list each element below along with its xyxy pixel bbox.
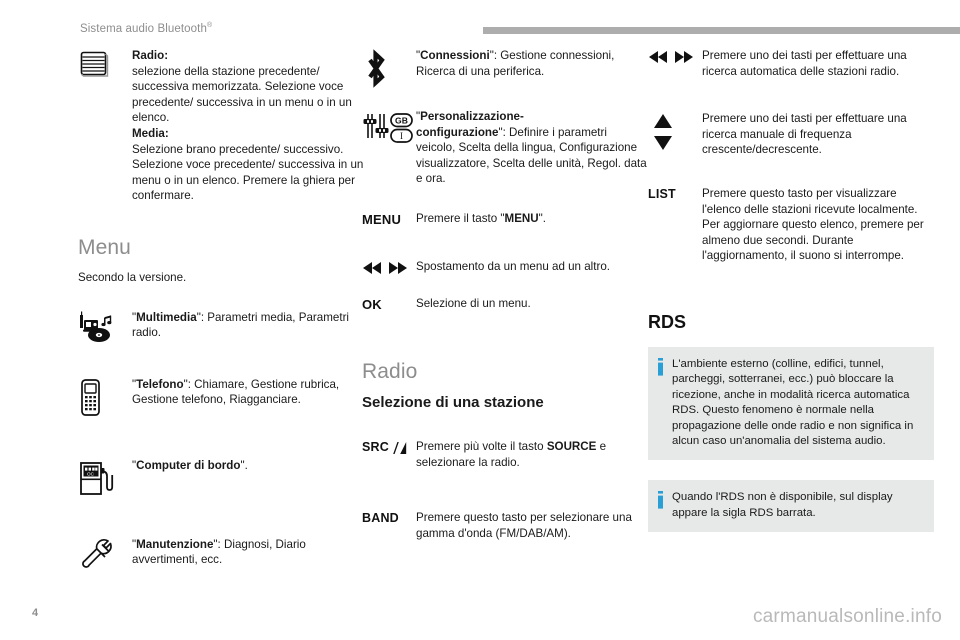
menu-section-lead: Secondo la versione.: [78, 270, 187, 284]
ok-button-label[interactable]: OK: [362, 296, 382, 312]
list-button-label[interactable]: LIST: [648, 186, 676, 201]
seek-row-menu-text: Spostamento da un menu ad un altro.: [416, 259, 611, 273]
menu-item-connessioni-text: "Connessioni": Gestione connessioni, Ricerca di una periferica.: [416, 49, 615, 78]
page-header: [0, 22, 960, 40]
ok-button-label-wrap: [362, 296, 416, 312]
src-button-label[interactable]: SRC: [362, 439, 389, 454]
entry-scroll-wheel: [78, 48, 364, 204]
src-text-after: e selezionare la radio.: [416, 439, 607, 469]
scroll-wheel-icon: [78, 48, 132, 79]
menu-item-connessioni-label: Connessioni: [420, 49, 490, 62]
header-title-superscript: ®: [206, 22, 213, 29]
header-rule-bar: [483, 27, 960, 34]
src-text-bold: SOURCE: [546, 439, 597, 453]
svg-text:GB: GB: [395, 115, 408, 126]
note-rds-unavailable-text: Quando l'RDS non è disponibile, sul display appare la sigla RDS barrata.: [672, 491, 893, 519]
menu-section-heading: Menu: [78, 235, 131, 259]
menu-item-multimedia-label: Multimedia: [136, 310, 197, 324]
svg-text:I: I: [400, 131, 403, 141]
note-rds-reception-text: L'ambiente esterno (colline, edifici, tunnel, parcheggi, sotterranei, ecc.) può bloccare la ricezione, anche in modalità ricerca automatica RDS. Questo fenomeno è normale nella propagazione delle onde radio e non significa in alcun caso un'anomalia del sistema audio.: [672, 357, 914, 447]
menu-item-manutenzione-text: "Manutenzione": Diagnosi, Diario avvertimenti, ecc.: [132, 537, 306, 567]
menu-item-personalizzazione-desc: : Definire i parametri veicolo, Scelta della lingua, Configurazione visualizzatore, Scelta delle unità, Regol. data e ora.: [416, 125, 647, 186]
header-title: [80, 22, 212, 35]
menu-item-telefono[interactable]: [78, 377, 364, 418]
menu-item-manutenzione[interactable]: [78, 537, 364, 576]
info-icon: [658, 357, 664, 376]
entry-scroll-wheel-text: [132, 48, 364, 204]
menu-item-manutenzione-label: Manutenzione: [136, 537, 214, 551]
list-button-label-wrap: [648, 186, 702, 201]
bluetooth-icon: [362, 48, 416, 89]
rds-section-heading: RDS: [648, 311, 687, 332]
menu-item-multimedia-desc: : Parametri media, Parametri radio.: [132, 310, 350, 340]
seek-prev-next-icon: [648, 48, 702, 65]
src-text-before: Premere più volte il tasto: [416, 439, 547, 453]
menu-item-personalizzazione-label-2: configurazione: [416, 125, 499, 139]
ok-button-text: Selezione di un menu.: [416, 296, 531, 310]
menu-item-multimedia-text: "Multimedia": Parametri media, Parametri radio.: [132, 310, 350, 340]
menu-button-label[interactable]: MENU: [362, 211, 402, 227]
fuel-pump-icon: [78, 458, 132, 497]
up-down-arrows-icon: [648, 111, 702, 152]
menu-button-text-bold: MENU: [504, 211, 539, 225]
seek-row-menu[interactable]: [362, 259, 648, 276]
band-button-row[interactable]: [362, 510, 648, 541]
personalization-icon: [362, 109, 416, 152]
multimedia-icon: [78, 310, 132, 345]
wrench-icon: [78, 537, 132, 576]
seek-auto-row[interactable]: [648, 48, 934, 79]
svg-text:OC: OC: [87, 471, 94, 477]
header-title-text: Sistema audio Bluetooth: [80, 22, 207, 35]
column-3: [648, 48, 934, 532]
radio-section-heading: Radio: [362, 359, 418, 383]
menu-item-personalizzazione-text: "Personalizzazione- configurazione": Definire i parametri veicolo, Scelta della lingua, Configurazione visualizzatore, Scelta delle unità, Regol. data e ora.: [416, 110, 647, 186]
src-button-row[interactable]: [362, 439, 648, 470]
band-button-text: Premere questo tasto per selezionare una gamma d'onda (FM/DAB/AM).: [416, 511, 632, 540]
menu-item-computer-di-bordo-desc: .: [244, 458, 248, 472]
manual-tune-text: Premere uno dei tasti per effettuare una ricerca manuale di frequenza crescente/decrescente.: [702, 112, 907, 157]
menu-button-text-before: Premere il tasto ": [416, 211, 505, 225]
phone-icon: [78, 377, 132, 418]
src-button-text: [416, 439, 648, 470]
manual-tune-row[interactable]: [648, 111, 934, 158]
info-icon: [658, 490, 664, 509]
menu-item-telefono-label: Telefono: [136, 377, 184, 391]
seek-auto-text: Premere uno dei tasti per effettuare una ricerca automatica delle stazioni radio.: [702, 49, 907, 78]
band-button-label-wrap: [362, 510, 416, 525]
watermark: carmanualsonline.info: [752, 606, 942, 627]
station-selection-heading: Selezione di una stazione: [362, 393, 544, 411]
menu-button-text: [416, 211, 648, 227]
media-description: Selezione brano precedente/ successivo. Selezione voce precedente/ successiva in un menu o in un elenco. Premere la ghiera per confermare.: [132, 142, 364, 203]
note-rds-reception: [648, 347, 934, 460]
note-rds-unavailable: [648, 480, 934, 532]
menu-item-computer-di-bordo[interactable]: [78, 458, 364, 497]
menu-button-text-after: ".: [538, 211, 547, 225]
menu-item-manutenzione-desc: : Diagnosi, Diario avvertimenti, ecc.: [132, 537, 306, 567]
seek-prev-next-icon: [362, 259, 416, 276]
menu-item-personalizzazione-label-1: Personalizzazione-: [420, 110, 524, 123]
radio-label: Radio:: [132, 49, 169, 62]
menu-button-row[interactable]: [362, 211, 648, 227]
column-2: [362, 48, 648, 541]
menu-item-computer-di-bordo-label: Computer di bordo: [136, 458, 241, 472]
radio-description: selezione della stazione precedente/ successiva memorizzata. Selezione voce precedente/ successiva in un menu o in un elenco.: [132, 64, 352, 125]
menu-item-multimedia[interactable]: [78, 310, 364, 345]
ok-button-row[interactable]: [362, 296, 648, 312]
band-button-label[interactable]: BAND: [362, 511, 399, 526]
media-label: Media:: [132, 126, 169, 140]
column-1: [78, 48, 364, 576]
menu-item-connessioni-desc: : Gestione connessioni, Ricerca di una periferica.: [416, 49, 615, 78]
page-number: 4: [32, 607, 39, 619]
menu-item-telefono-desc: : Chiamare, Gestione rubrica, Gestione telefono, Riagganciare.: [132, 377, 340, 407]
source-slash-icon: [392, 441, 408, 456]
src-button-label-wrap: [362, 439, 416, 456]
list-button-row[interactable]: [648, 186, 934, 264]
menu-item-telefono-text: "Telefono": Chiamare, Gestione rubrica, Gestione telefono, Riagganciare.: [132, 377, 340, 407]
menu-button-label-wrap: [362, 211, 416, 227]
menu-item-personalizzazione[interactable]: [362, 109, 648, 187]
list-button-text: Premere questo tasto per visualizzare l'elenco delle stazioni ricevute localmente. Per aggiornare questo elenco, premere per almeno due secondi. Durante l'aggiornamento, il suono si interrompe.: [702, 186, 924, 263]
menu-item-computer-di-bordo-text: "Computer di bordo".: [132, 458, 248, 472]
menu-item-connessioni[interactable]: [362, 48, 648, 89]
